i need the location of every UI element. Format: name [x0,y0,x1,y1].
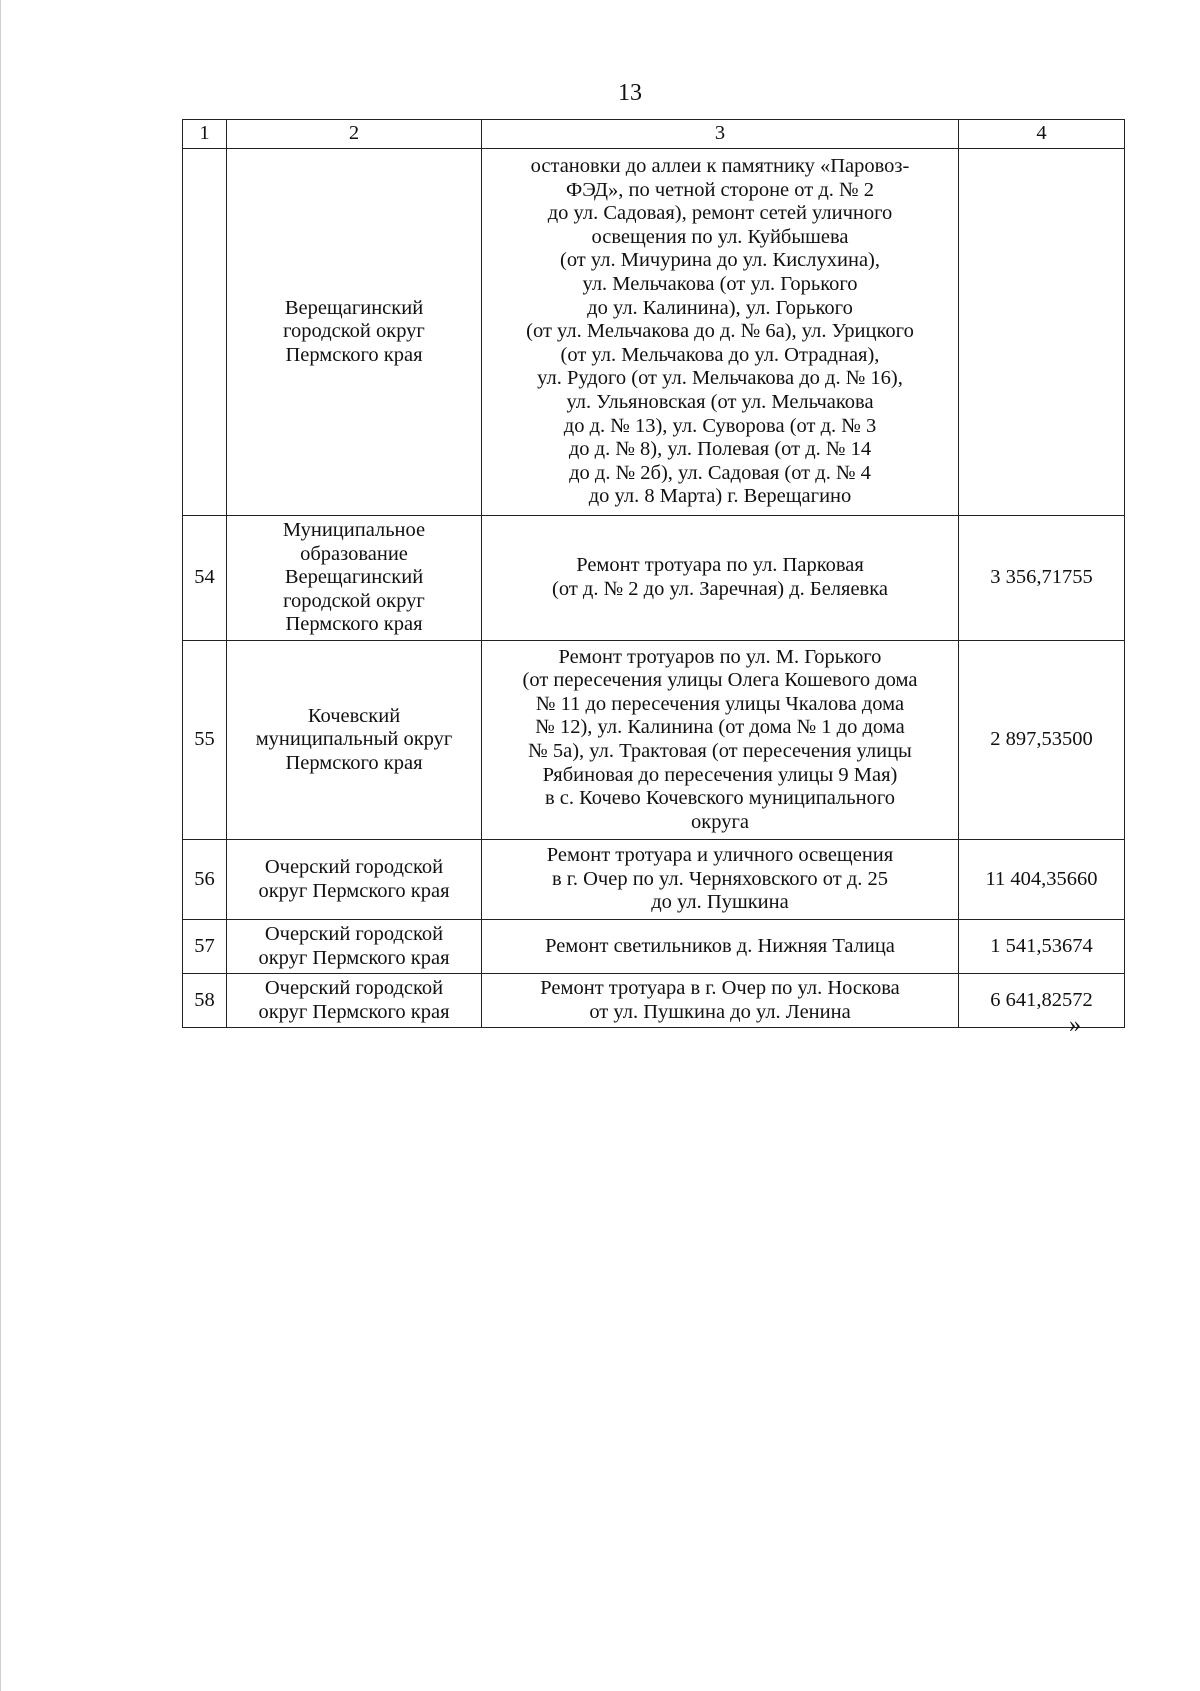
table-header-row [183,120,1125,149]
description-cell: Ремонт тротуара и уличного освещения в г. Очер по ул. Черняховского от д. 25 до ул. Пушкина [482,840,959,920]
amount-cell: 11 404,35660 [959,840,1125,920]
amount-cell: 3 356,71755 [959,516,1125,641]
column-header-4: 4 [959,120,1125,149]
page-number: 13 [618,80,642,106]
amount-cell: 2 897,53500 [959,641,1125,840]
description-cell: остановки до аллеи к памятнику «Паровоз- ФЭД», по четной стороне от д. № 2 до ул. Садовая), ремонт сетей уличного освещения по ул. Куйбышева (от ул. Мичурина до ул. Кислухина), ул. Мельчакова (от ул. Горького до ул. Калинина), ул. Горького (от ул. Мельчакова до д. № 6а), ул. Урицкого (от ул. Мельчакова до ул. Отрадная), ул. Рудого (от ул. Мельчакова до д. № 16), ул. Ульяновская (от ул. Мельчакова до д. № 13), ул. Суворова (от д. № 3 до д. № 8), ул. Полевая (от д. № 14 до д. № 2б), ул. Садовая (от д. № 4 до ул. 8 Марта) г. Верещагино [482,149,959,516]
column-header-3: 3 [482,120,959,149]
municipality-cell: Очерский городской округ Пермского края [227,920,482,974]
municipality-cell: Муниципальное образование Верещагинский городской округ Пермского края [227,516,482,641]
table-row [183,840,1125,920]
amount-cell: 6 641,82572 [959,974,1125,1028]
table-row [183,149,1125,516]
description-cell: Ремонт тротуара по ул. Парковая (от д. № 2 до ул. Заречная) д. Беляевка [482,516,959,641]
row-number: 57 [183,920,227,974]
row-number: 55 [183,641,227,840]
budget-table [182,119,1125,1028]
row-number: 58 [183,974,227,1028]
table-row [183,516,1125,641]
column-header-1: 1 [183,120,227,149]
column-header-2: 2 [227,120,482,149]
description-cell: Ремонт светильников д. Нижняя Талица [482,920,959,974]
closing-quote: » [1069,1012,1081,1038]
municipality-cell: Верещагинский городской округ Пермского края [227,149,482,516]
row-number: 56 [183,840,227,920]
row-number: 54 [183,516,227,641]
amount-cell [959,149,1125,516]
municipality-cell: Кочевский муниципальный округ Пермского края [227,641,482,840]
description-cell: Ремонт тротуара в г. Очер по ул. Носкова от ул. Пушкина до ул. Ленина [482,974,959,1028]
table-row [183,974,1125,1028]
amount-cell: 1 541,53674 [959,920,1125,974]
row-number [183,149,227,516]
municipality-cell: Очерский городской округ Пермского края [227,840,482,920]
table-row [183,920,1125,974]
municipality-cell: Очерский городской округ Пермского края [227,974,482,1028]
description-cell: Ремонт тротуаров по ул. М. Горького (от пересечения улицы Олега Кошевого дома № 11 до пересечения улицы Чкалова дома № 12), ул. Калинина (от дома № 1 до дома № 5а), ул. Трактовая (от пересечения улицы Рябиновая до пересечения улицы 9 Мая) в с. Кочево Кочевского муниципального округа [482,641,959,840]
table-row [183,641,1125,840]
